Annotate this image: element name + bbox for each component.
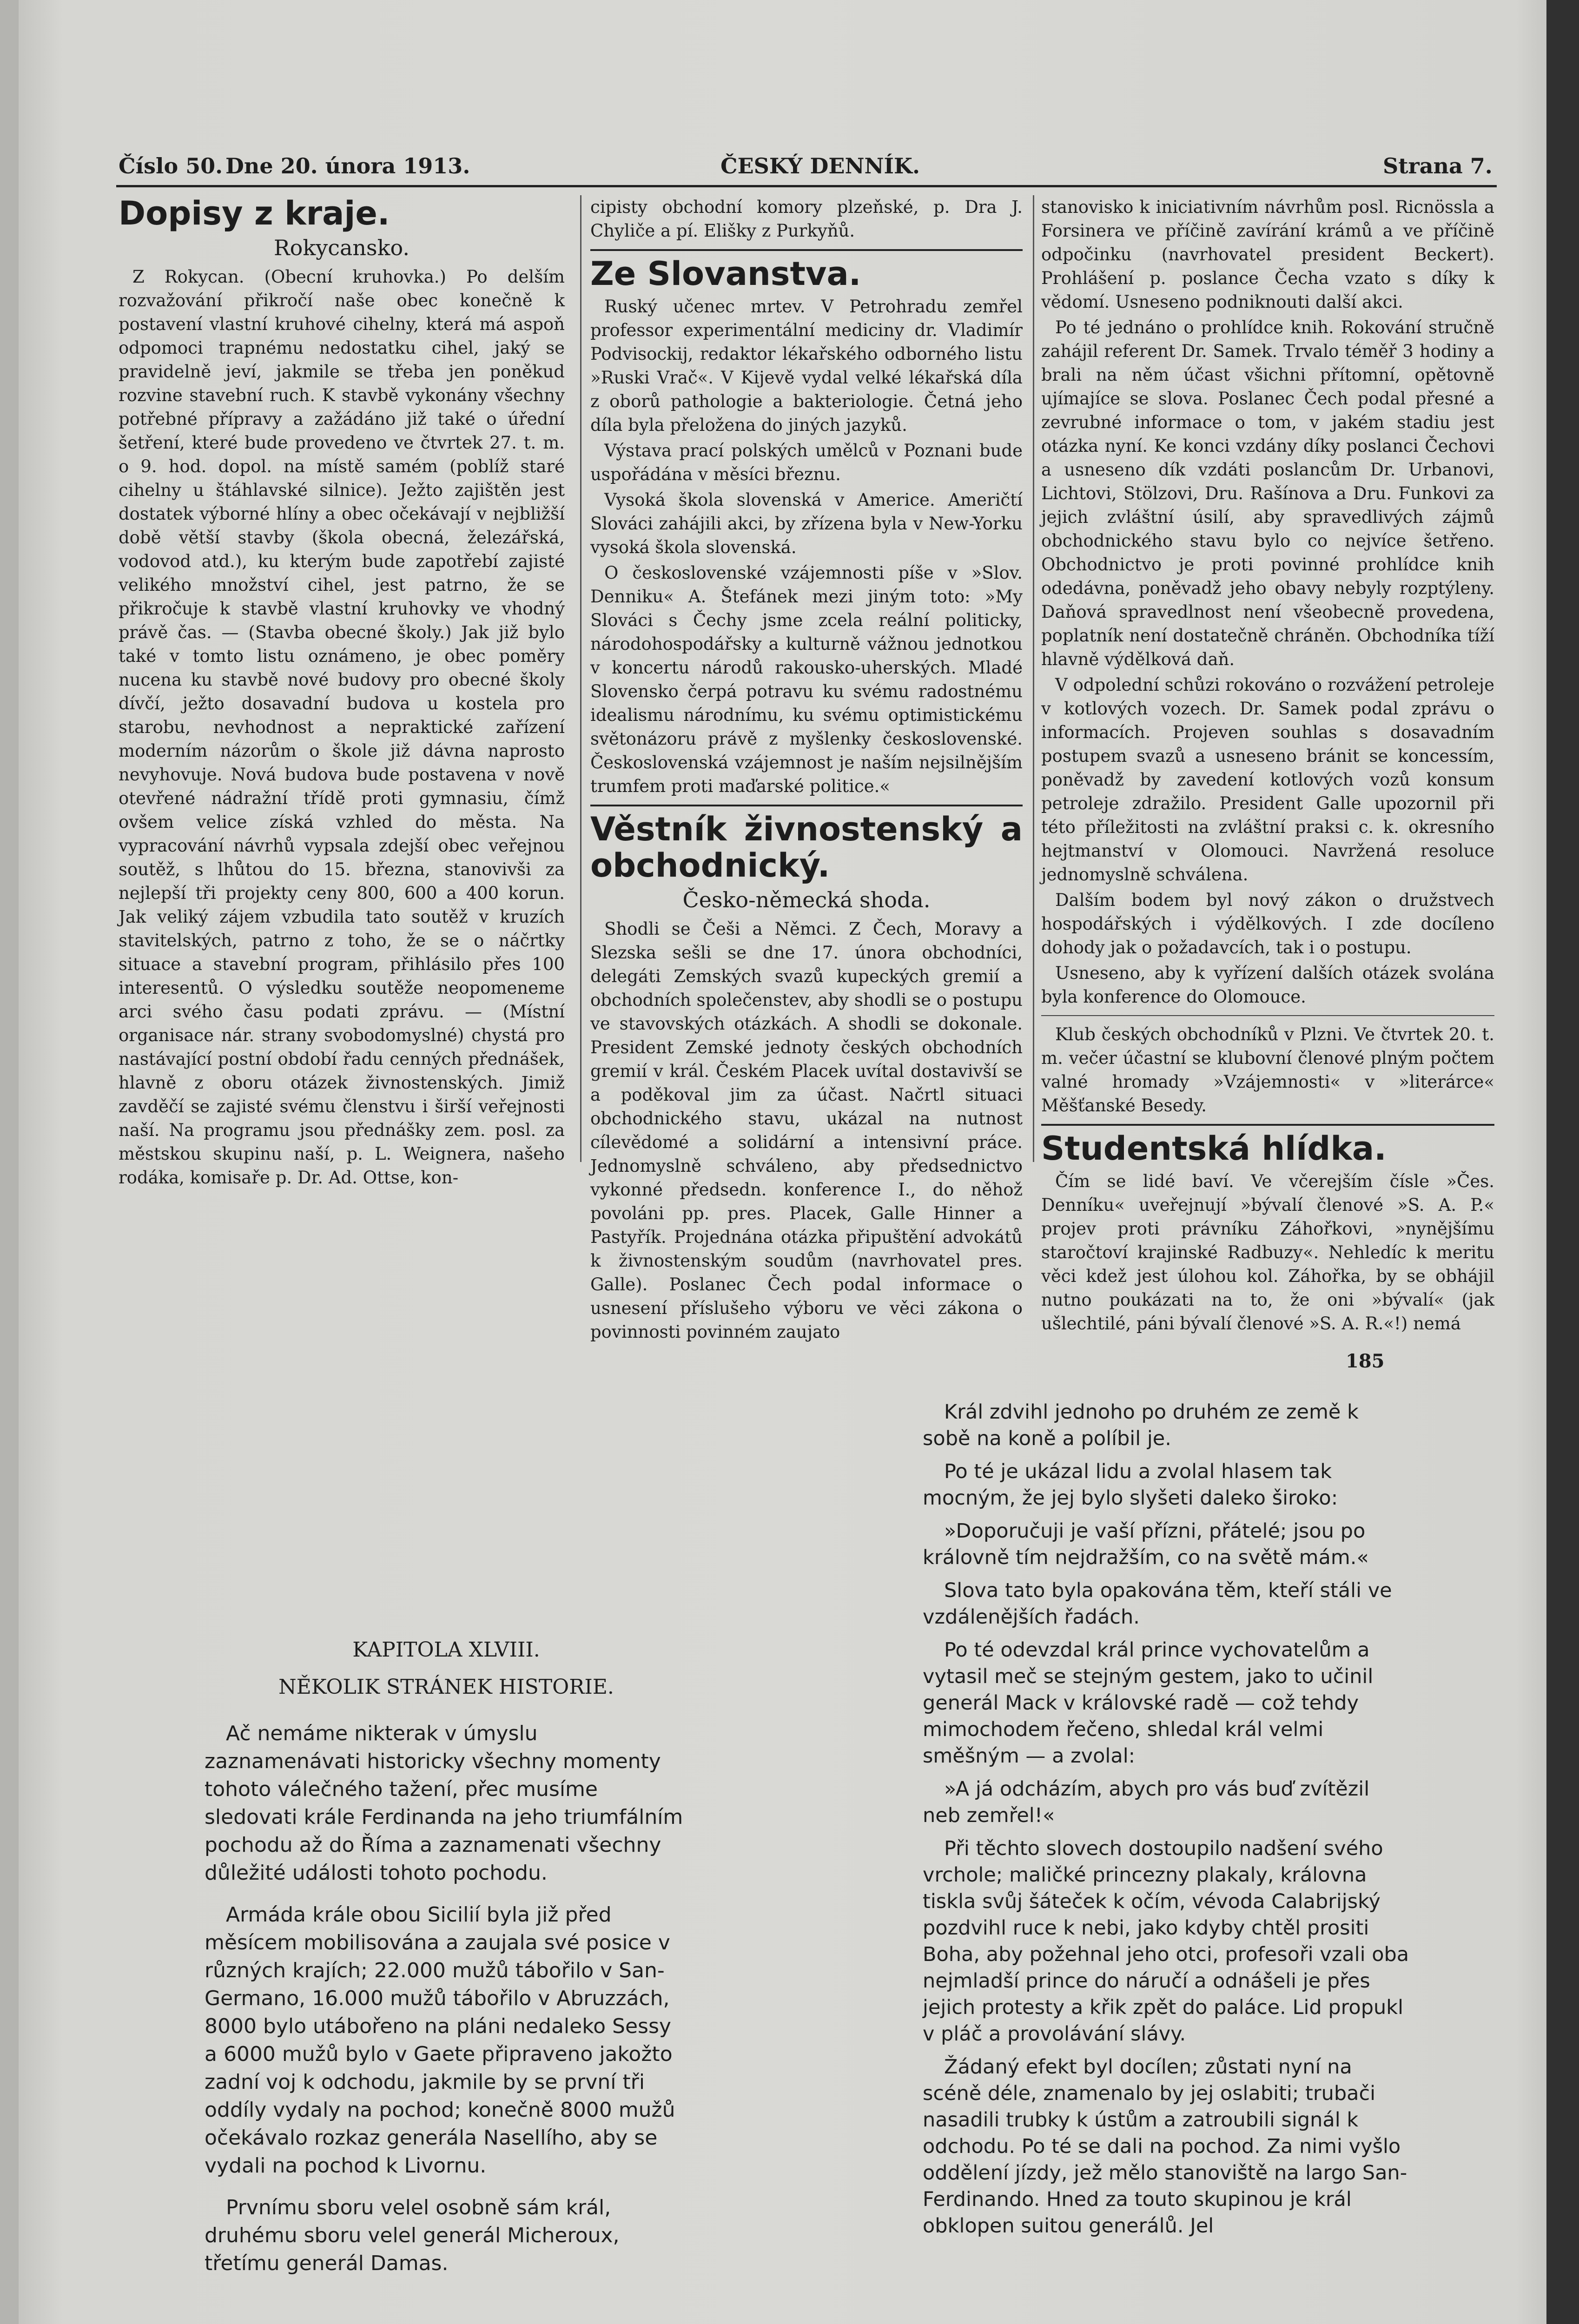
chapter-heading bbox=[205, 1631, 688, 1706]
book-paragraph: Žádaný efekt byl docílen; zůstati nyní na scéně déle, znamenalo by jej oslabiti; trubači nasadili trubky k ústům a zatroubili signál k odchodu. Po té se dali na pochod. Za nimi vyšlo oddělení jízdy, jež mělo stanoviště na largo San-Ferdinando. Hned za touto skupinou je král obklopen suitou generálů. Jel bbox=[923, 2055, 1407, 2238]
article-paragraph: Ruský učenec mrtev. V Petrohradu zemřel professor experimentální mediciny dr. Vladimír Podvisockij, redaktor lékařského odborného listu »Ruski Vrač«. V Kijevě vydal velké lékařská díla z oborů pathologie a bakteriologie. Četná jeho díla byla přeložena do jiných jazyků. bbox=[590, 297, 1023, 435]
book-paragraph: Po té odevzdal král prince vychovatelům a vytasil meč se stejným gestem, jako to učinil generál Mack v královské radě — což tehdy mimochodem řečeno, shledal král velmi směšným — a zvolal: bbox=[923, 1638, 1374, 1768]
article-paragraph: Dalším bodem byl nový zákon o družstvech hospodářských i výdělkových. I zde docíleno dohody jak o požadavcích, tak i o postupu. bbox=[1041, 890, 1494, 957]
scan-right-edge bbox=[1546, 0, 1579, 2324]
article-paragraph: V odpolední schůzi rokováno o rozvážení petroleje v kotlových vozech. Dr. Samek podal zprávu o informacích. Projeven souhlas s dosavadním postupem svazů a usneseno bránit se koncessím, poněvadž by zavedení kotlových vozů konsum petroleje zdražilo. President Galle upozornil při této příležitosti na zvláštní praksi c. k. okresního hejtmanství v Olomouci. Navržená resoluce jednomyslně schválena. bbox=[1041, 675, 1494, 885]
section-rule bbox=[590, 805, 1023, 806]
book-paragraph: »Doporučuji je vaší přízni, přátelé; jsou po královně tím nejdražším, co na světě mám.« bbox=[923, 1519, 1369, 1569]
book-paragraph: Slova tato byla opakována těm, kteří stáli ve vzdálenějších řadách. bbox=[923, 1579, 1392, 1629]
section-heading: Ze Slovanstva. bbox=[590, 255, 861, 293]
section-rule bbox=[1041, 1124, 1494, 1126]
section-subheading: Rokycansko. bbox=[274, 235, 410, 260]
article-paragraph: cipisty obchodní komory plzeňské, p. Dra J. Chyliče a pí. Elišky z Purkyňů. bbox=[590, 197, 1023, 241]
section-subheading: Česko-německá shoda. bbox=[682, 887, 931, 912]
newspaper-title: ČESKÝ DENNÍK. bbox=[720, 153, 920, 178]
article-paragraph: Výstava prací polských umělců v Poznani bude uspořádána v měsíci březnu. bbox=[590, 441, 1023, 484]
column-2 bbox=[590, 195, 1023, 1346]
header-rule bbox=[116, 185, 1497, 187]
section-rule bbox=[1041, 1015, 1494, 1016]
book-paragraph: Ač nemáme nikterak v úmyslu zaznamenávati historicky všechny momenty tohoto válečného tažení, přec musíme sledovati krále Ferdinanda na jeho triumfálním pochodu až do Říma a zaznamenati všechny důležité události tohoto pochodu. bbox=[205, 1722, 683, 1885]
book-page-number: 185 bbox=[1346, 1350, 1385, 1372]
article-paragraph: Shodli se Češi a Němci. Z Čech, Moravy a Slezska sešli se dne 17. února obchodníci, delegáti Zemských svazů kupeckých gremií a obchodních společenstev, aby shodli se o postupu ve stavovských otázkách. A shodli se dokonale. President Zemské jednoty českých obchodních gremií v král. Českém Placek uvítal dostavivší se a poděkoval jim za účast. Načrtl situaci obchodnického stavu, ukázal na nutnost cílevědomé a solidární a intensivní práce. Jednomyslně schváleno, aby předsednictvo vykonné předsedn. konference I., do něhož povoláni pp. pres. Placek, Galle Hinner a Pastyřík. Projednána otázka připuštění advokátů k živnostenským soudům (navrhovatel pres. Galle). Poslanec Čech podal informace o usnesení příslušeho výboru ve věci zákona o povinnosti povinném zaujato bbox=[590, 919, 1023, 1342]
book-paragraph: Při těchto slovech dostoupilo nadšení svého vrchole; maličké princezny plakaly, královna tiskla svůj šáteček k očím, vévoda Calabrijský pozdvihl ruce k nebi, jako kdyby chtěl prositi Boha, aby požehnal jeho otci, profesoři vzali oba nejmladší prince do náručí a odnášeli je přes jejich protesty a křik zpět do paláce. Lid propukl v pláč a provolávání slávy. bbox=[923, 1837, 1409, 2046]
book-paragraph: Po té je ukázal lidu a zvolal hlasem tak mocným, že jej bylo slyšeti daleko široko: bbox=[923, 1460, 1338, 1510]
book-column-left bbox=[205, 1720, 688, 2291]
column-divider bbox=[1033, 195, 1034, 1162]
chapter-title: NĚKOLIK STRÁNEK HISTORIE. bbox=[278, 1675, 614, 1699]
column-divider bbox=[580, 195, 581, 1162]
issue-number: Číslo 50. bbox=[119, 153, 223, 178]
club-notice: Klub českých obchodníků v Plzni. Ve čtvrtek 20. t. m. večer účastní se klubovní členové plným počtem valné hromady »Vzájemnosti« v »literárce« Měšťanské Besedy. bbox=[1041, 1024, 1494, 1116]
section-heading: Dopisy z kraje. bbox=[119, 194, 390, 232]
article-paragraph: Vysoká škola slovenská v Americe. Američtí Slováci zahájili akci, by zřízena byla v New-Yorku vysoká škola slovenská. bbox=[590, 490, 1023, 557]
article-paragraph: Usneseno, aby k vyřízení dalších otázek svolána byla konference do Olomouce. bbox=[1041, 963, 1494, 1007]
scan-left-edge bbox=[0, 0, 19, 2324]
article-paragraph: O československé vzájemnosti píše v »Slov. Denniku« A. Štefánek mezi jiným toto: »My Slováci s Čechy jsme zcela reální politicky, národohospodářsky a kulturně vážnou jednotkou v koncertu národů rakousko-uherských. Mladé Slovensko čerpá potravu ku svému radostnému idealismu národnímu, ku svému optimistickému světonázoru právě z myšlenky československé. Československá vzájemnost je naším nejsilnějším trumfem proti maďarské politice.« bbox=[590, 563, 1023, 796]
article-paragraph: Po té jednáno o prohlídce knih. Rokování stručně zahájil referent Dr. Samek. Trvalo téměř 3 hodiny a brali na něm účast všichni přítomní, opětovně ujímajíce se slova. Poslanec Čech podal přesné a zevrubné informace o tom, v jakém stadiu jest otázka nyní. Ke konci vzdány díky poslanci Čechovi a usneseno dík vzdáti poslancům Dr. Urbanovi, Lichtovi, Stölzovi, Dru. Rašínova a Dru. Funkovi za jejich zvláštní úsilí, aby spravedlivých zájmů obchodnického stavu bylo co nejvíce šetřeno. Obchodnictvo je proti povinné prohlídce knih odedávna, poněvadž jeho obavy nebyly rozptýleny. Daňová spravedlnost není všeobecně provedena, poplatník není dostatečně chráněn. Obchodníka tíží hlavně výdělková daň. bbox=[1041, 317, 1494, 669]
page-label: Strana 7. bbox=[1383, 153, 1493, 178]
book-paragraph: Král zdvihl jednoho po druhém ze země k sobě na koně a políbil je. bbox=[923, 1400, 1359, 1450]
article-paragraph: stanovisko k iniciativním návrhům posl. Ricnössla a Forsinera ve příčině zavírání krámů a ve příčině odpočinku (navrhovatel president Beckert). Prohlášení p. poslance Čecha vzato s díky k vědomí. Usneseno podniknouti další akci. bbox=[1041, 197, 1494, 312]
book-paragraph: Prvnímu sboru velel osobně sám král, druhému sboru velel generál Micheroux, třetímu generál Damas. bbox=[205, 2196, 620, 2275]
section-rule bbox=[590, 249, 1023, 251]
book-paragraph: Armáda krále obou Sicilií byla již před měsícem mobilisována a zaujala své posice v různých krajích; 22.000 mužů tábořilo v San-Germano, 16.000 mužů tábořilo v Abruzzách, 8000 bylo utábořeno na pláni nedaleko Sessy a 6000 mužů bylo v Gaete připraveno jakožto zadní voj k odchodu, jakmile by se první tři oddíly vydaly na pochod; konečně 8000 mužů očekávalo rozkaz generála Nasellího, aby se vydali na pochod k Livornu. bbox=[205, 1903, 675, 2178]
column-1 bbox=[119, 195, 565, 1191]
book-column-right bbox=[923, 1399, 1411, 2246]
chapter-number: KAPITOLA XLVIII. bbox=[352, 1638, 540, 1662]
issue-date: Dne 20. února 1913. bbox=[225, 153, 470, 178]
page-header bbox=[119, 153, 1494, 186]
article-paragraph: Z Rokycan. (Obecní kruhovka.) Po delším rozvažování přikročí naše obec konečně k postavení vlastní kruhové cihelny, která má aspoň odpomoci trapnému nedostatku cihel, jaký se pravidelně jeví, jakmile se třeba jen poněkud rozvine stavební ruch. K stavbě vykonány všechny potřebné přípravy a zažádáno již také o úřední šetření, které bude provedeno ve čtvrtek 27. t. m. o 9. hod. dopol. na místě samém (poblíž staré cihelny u štáhlavské silnice). Ježto zajištěn jest dostatek výborné hlíny a obec očekávají v nejbližší době větší stavby (škola obecná, železářská, vodovod atd.), ku kterým bude zapotřebí zajisté velikého množství cihel, jest patrno, že se přikročuje k stavbě vlastní kruhovky ve vhodný právě čas. — (Stavba obecné školy.) Jak již bylo také v tomto listu oznámeno, je obec poměry nucena ku stavbě nové budovy pro obecné školy dívčí, ježto dosavadní budova u kostela pro starobu, nevhodnost a nepraktické zařízení moderním názorům o škole již dávna naprosto nevyhovuje. Nová budova bude postavena v nově otevřené nádražní třídě proti gymnasiu, čímž ovšem velice získá vzhled do města. Na vypracování návrhů vypsala zdejší obec veřejnou soutěž, s lhůtou do 15. března, stanovivši za nejlepší tři projekty ceny 800, 600 a 400 korun. Jak veliký zájem vzbudila tato soutěž v kruzích stavitelských, patrno z toho, že se o náčrtky situace a stavební program, přihlásilo přes 100 interesentů. O výsledku soutěže neopomeneme arci svého času podati zprávu. — (Místní organisace nár. strany svobodomyslné) chystá pro nastávající postní období řadu cenných přednášek, hlavně z oboru otázek živnostenských. Jimiž zavděčí se zajisté svému členstvu i širší veřejnosti naší. Na programu jsou přednášky zem. posl. za městskou skupinu naší, p. L. Weignera, našeho rodáka, komisaře p. Dr. Ad. Ottse, kon- bbox=[119, 267, 565, 1188]
section-heading: Věstník živnostenský a obchodnický. bbox=[590, 810, 1023, 885]
column-3 bbox=[1041, 195, 1494, 1337]
section-heading: Studentská hlídka. bbox=[1041, 1129, 1387, 1168]
article-paragraph: Čím se lidé baví. Ve včerejším čísle »Čes. Denníku« uveřejnují »bývalí členové »S. A. P.« projev proti právníku Záhořkovi, »nynějšímu staročtoví krajinské Radbuzy«. Nehledíc k meritu věci kdež jest úlohou kol. Záhořka, by se obhájil nutno poukázati na to, že oni »bývalí« (jak ušlechtilé, páni bývalí členové »S. A. R.«!) nemá bbox=[1041, 1171, 1494, 1334]
book-paragraph: »A já odcházím, abych pro vás buď zvítězil neb zemřel!« bbox=[923, 1777, 1370, 1827]
